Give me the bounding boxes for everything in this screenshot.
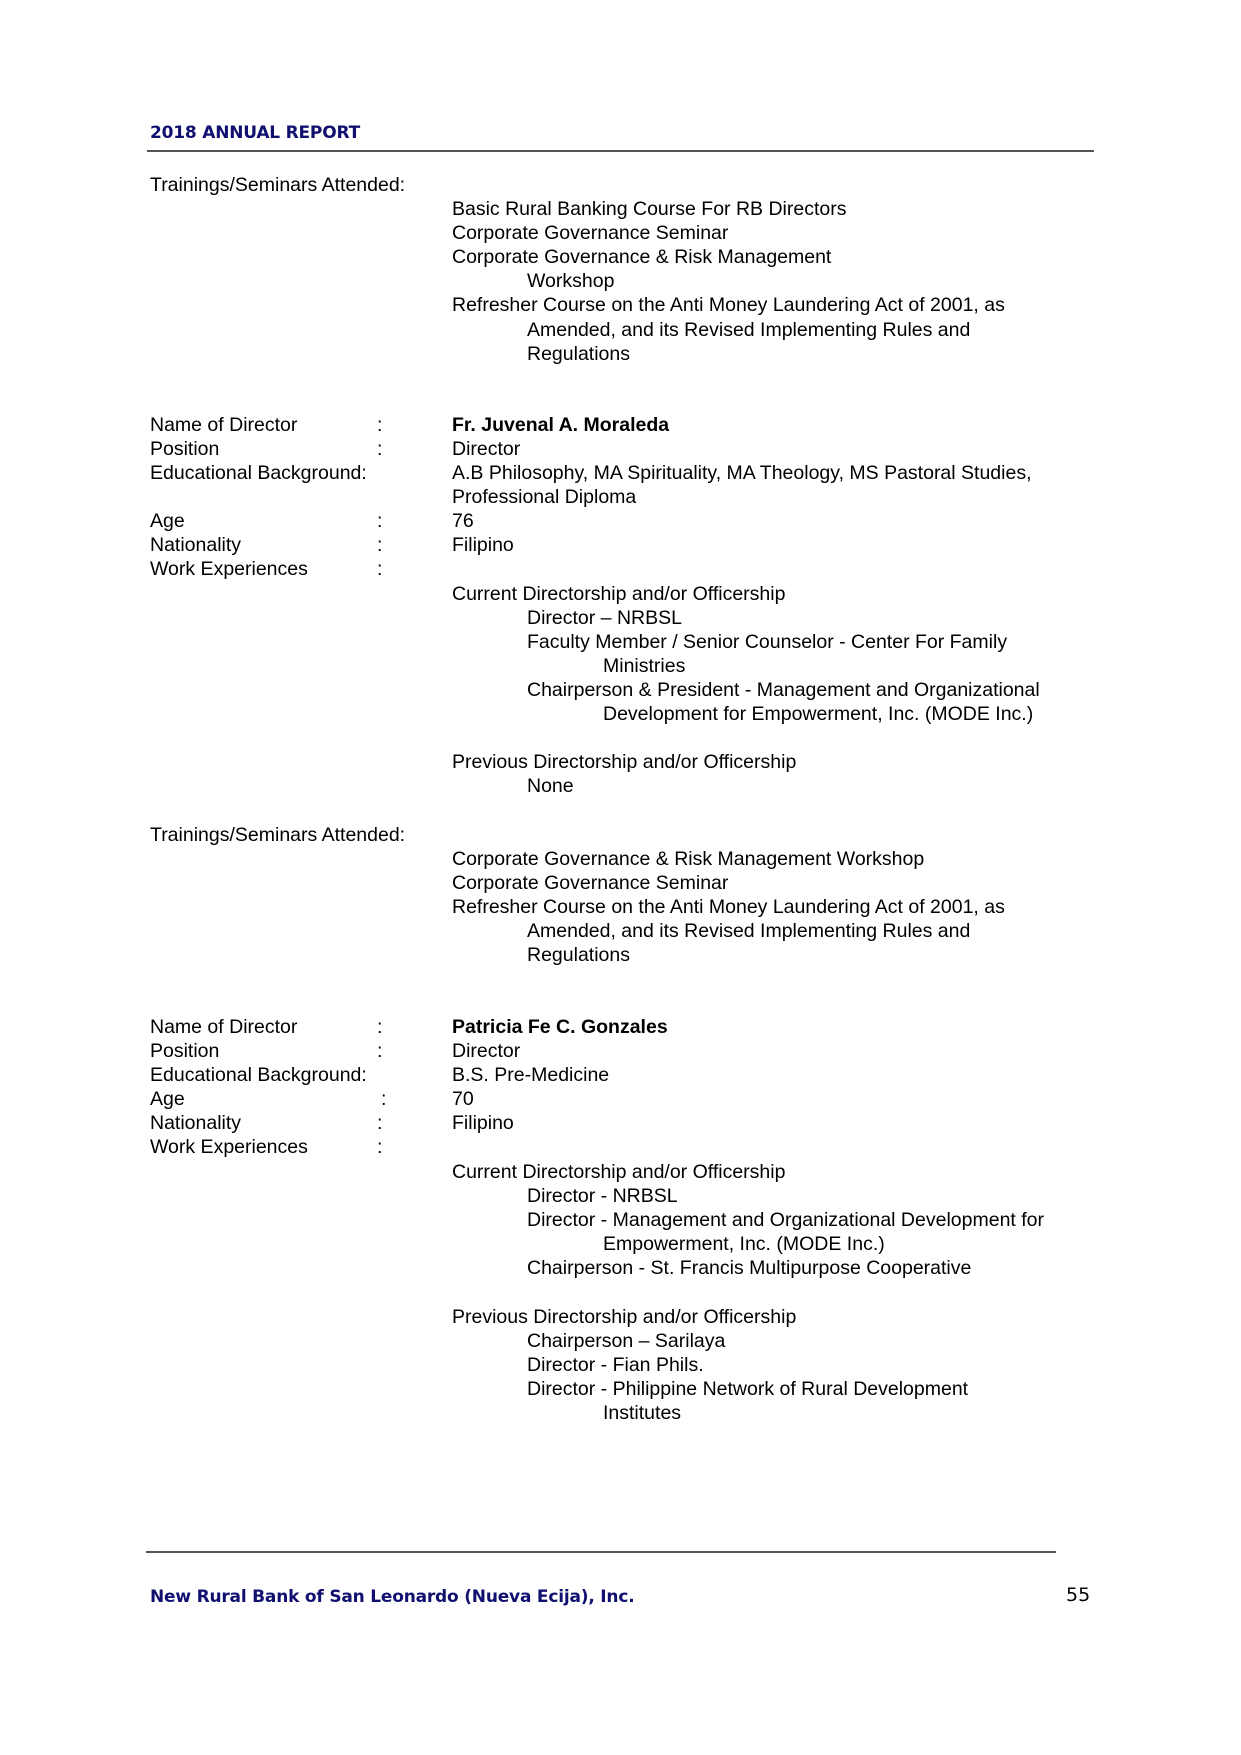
age-label: Age [150,1088,185,1110]
training-item: Corporate Governance Seminar [452,222,729,244]
current-item: Director – NRBSL [527,607,682,629]
training-item-continued: Amended, and its Revised Implementing Rules and [527,920,971,942]
footer-company-name: New Rural Bank of San Leonardo (Nueva Ecija), Inc. [150,1587,635,1607]
nationality-label: Nationality [150,1112,242,1134]
age-label: Age [150,510,185,532]
header-divider [147,150,1094,152]
report-header-title: 2018 ANNUAL REPORT [150,123,360,143]
colon: : [377,1112,383,1134]
training-item: Refresher Course on the Anti Money Laundering Act of 2001, as [452,896,1005,918]
training-item: Corporate Governance & Risk Management [452,246,832,268]
position-label: Position [150,438,220,460]
colon: : [377,438,383,460]
nationality-label: Nationality [150,534,242,556]
director-position: Director [452,1040,521,1062]
training-item: Corporate Governance & Risk Management Workshop [452,848,925,870]
name-label: Name of Director [150,414,298,436]
previous-heading: Previous Directorship and/or Officership [452,1306,797,1328]
director-nationality: Filipino [452,534,514,556]
previous-item: Chairperson – Sarilaya [527,1330,726,1352]
colon: : [377,1016,383,1038]
training-item: Refresher Course on the Anti Money Laundering Act of 2001, as [452,294,1005,316]
current-item: Director - Management and Organizational Development for [527,1209,1045,1231]
training-item-continued: Regulations [527,343,630,365]
training-item-continued: Amended, and its Revised Implementing Rules and [527,319,971,341]
current-item-continued: Ministries [603,655,686,677]
education-label: Educational Background: [150,462,367,484]
education-label: Educational Background: [150,1064,367,1086]
work-label: Work Experiences [150,1136,308,1158]
previous-item: Director - Fian Phils. [527,1354,704,1376]
training-item: Basic Rural Banking Course For RB Directors [452,198,847,220]
work-label: Work Experiences [150,558,308,580]
name-label: Name of Director [150,1016,298,1038]
current-item-continued: Empowerment, Inc. (MODE Inc.) [603,1233,885,1255]
previous-item: None [527,775,574,797]
current-item: Director - NRBSL [527,1185,678,1207]
current-item: Faculty Member / Senior Counselor - Center For Family [527,631,1008,653]
trainings-label: Trainings/Seminars Attended: [150,824,406,846]
colon: : [377,558,383,580]
current-heading: Current Directorship and/or Officership [452,583,786,605]
training-item-continued: Regulations [527,944,630,966]
previous-item-continued: Institutes [603,1402,682,1424]
director-name: Patricia Fe C. Gonzales [452,1016,668,1038]
colon: : [377,1136,383,1158]
training-item: Corporate Governance Seminar [452,872,729,894]
director-education: A.B Philosophy, MA Spirituality, MA Theology, MS Pastoral Studies, [452,462,1032,484]
director-age: 70 [452,1088,474,1110]
colon: : [377,414,383,436]
footer-divider [146,1551,1056,1553]
previous-item: Director - Philippine Network of Rural Development [527,1378,969,1400]
director-education-continued: Professional Diploma [452,486,637,508]
colon: : [377,1040,383,1062]
colon: : [377,510,383,532]
director-name: Fr. Juvenal A. Moraleda [452,414,670,436]
position-label: Position [150,1040,220,1062]
director-nationality: Filipino [452,1112,514,1134]
trainings-label: Trainings/Seminars Attended: [150,174,406,196]
current-item-continued: Development for Empowerment, Inc. (MODE Inc.) [603,703,1034,725]
training-item-continued: Workshop [527,270,615,292]
previous-heading: Previous Directorship and/or Officership [452,751,797,773]
colon: : [381,1088,387,1110]
current-heading: Current Directorship and/or Officership [452,1161,786,1183]
current-item: Chairperson - St. Francis Multipurpose Cooperative [527,1257,972,1279]
page-number: 55 [1066,1584,1091,1606]
colon: : [377,534,383,556]
director-age: 76 [452,510,474,532]
director-education: B.S. Pre-Medicine [452,1064,610,1086]
current-item: Chairperson & President - Management and Organizational [527,679,1040,701]
director-position: Director [452,438,521,460]
